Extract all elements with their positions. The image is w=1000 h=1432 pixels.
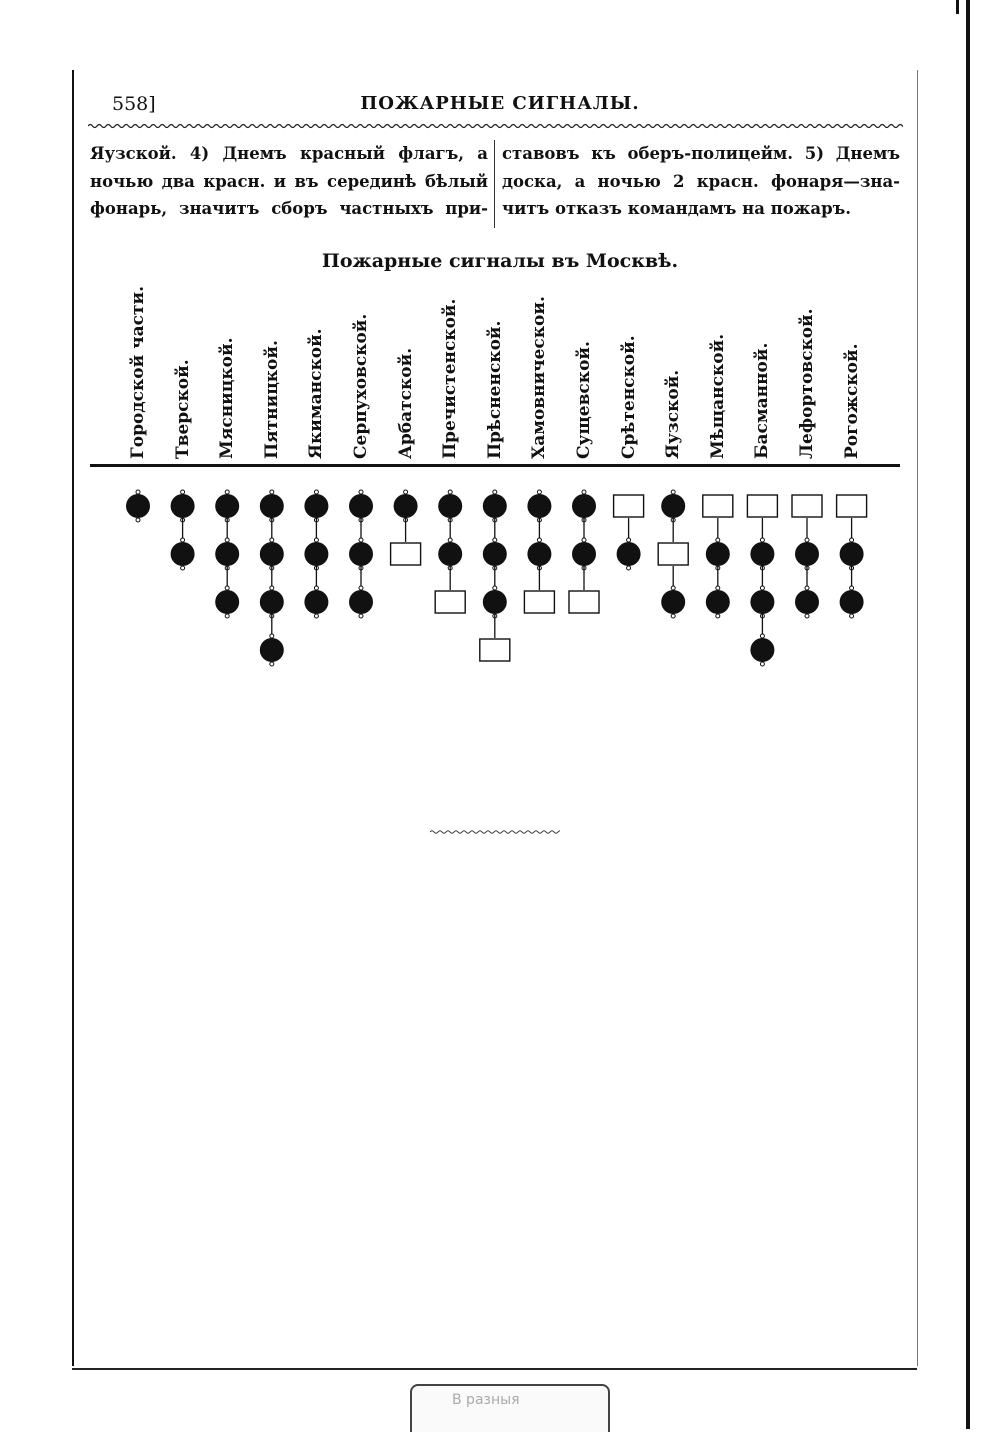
column-label: Лефортовской.	[797, 308, 817, 459]
binding-tick	[956, 0, 959, 14]
column-label: Якиманской.	[306, 328, 327, 459]
column-label: Прѣсненской.	[484, 320, 505, 459]
signal-baseline	[90, 464, 900, 467]
running-title: ПОЖАРНЫЕ СИГНАЛЫ.	[360, 93, 640, 114]
column-label: Мясницкой.	[217, 337, 238, 459]
column-label: Яузской.	[663, 369, 684, 459]
library-stamp	[410, 1384, 610, 1432]
text-column-left	[90, 140, 488, 223]
column-label: Хамовническои.	[529, 296, 550, 459]
text-column-right	[502, 140, 900, 223]
header-wavy-rule	[88, 120, 903, 132]
text-line: ночью два красн. и въ серединѣ бѣлый	[90, 171, 488, 191]
column-label: Городской части.	[128, 286, 148, 459]
column-label: Сущевской.	[574, 341, 594, 459]
text-line: Яузской. 4) Днемъ красный флагъ, а	[90, 144, 488, 163]
column-label: Рогожской.	[841, 343, 862, 459]
column-label: Пречистенской.	[440, 298, 461, 459]
page-frame-bottom-rule	[72, 1368, 917, 1370]
page-number: 558]	[112, 93, 156, 115]
column-label: Срѣтенской.	[618, 335, 639, 459]
section-end-ornament	[430, 826, 560, 836]
stamp-text: В разныя	[452, 1392, 520, 1408]
text-line: читъ отказъ командамъ на пожаръ.	[502, 199, 852, 218]
text-line: ставовъ къ оберъ-полицейм. 5) Днемъ	[502, 144, 900, 163]
binding-edge	[966, 0, 970, 1429]
column-divider	[494, 140, 495, 228]
column-label: Тверской.	[172, 359, 193, 459]
column-label: Пятницкой.	[261, 340, 282, 459]
column-label: Басманной.	[752, 342, 773, 459]
text-line: фонарь, значитъ сборъ частныхъ при-	[90, 199, 488, 218]
column-label: Мѣщанской.	[707, 333, 728, 459]
text-line: доска, а ночью 2 красн. фонаря—зна-	[502, 171, 900, 191]
figure-title: Пожарные сигналы въ Москвѣ.	[321, 250, 679, 272]
column-label: Арбатской.	[395, 347, 416, 459]
column-label: Серпуховской.	[351, 313, 371, 459]
